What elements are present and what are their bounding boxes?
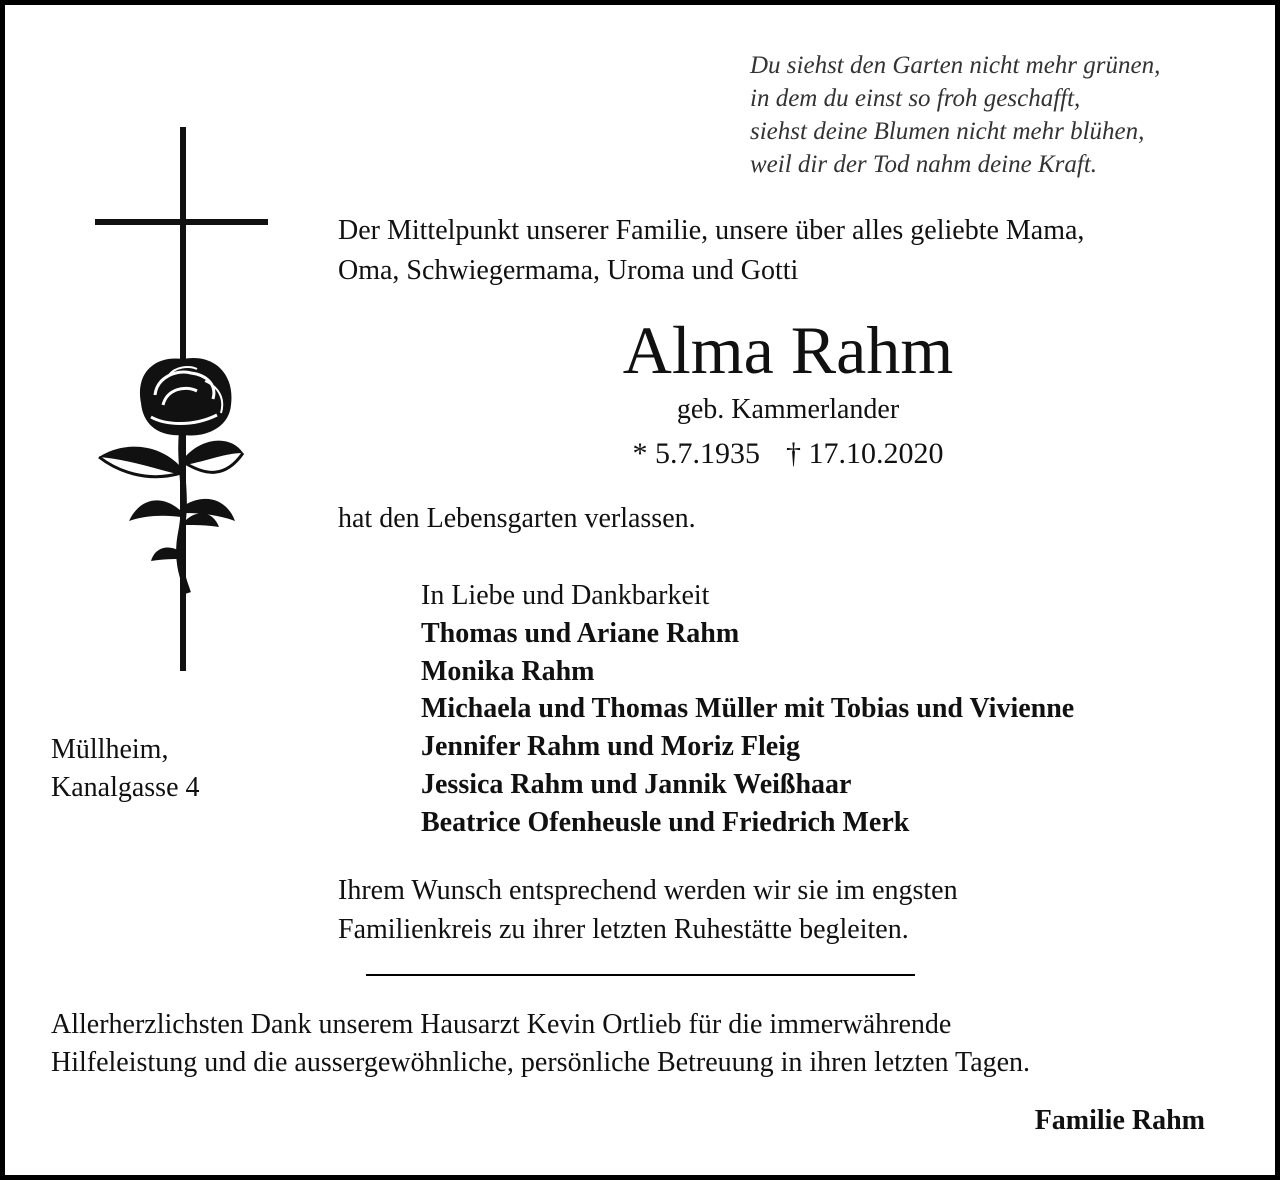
thanks-line: Allerherzlichsten Dank unserem Hausarzt Kevin Ortlieb für die immerwährende <box>51 1009 952 1040</box>
address <box>51 731 200 807</box>
intro-line: Oma, Schwiegermama, Uroma und Gotti <box>338 255 799 286</box>
life-dates <box>338 434 1238 474</box>
birth-name: geb. Kammerlander <box>676 394 900 425</box>
intro-text <box>338 211 1084 291</box>
death-date: † 17.10.2020 <box>786 437 944 470</box>
mourners-list <box>421 577 1074 842</box>
intro-line: Der Mittelpunkt unserer Familie, unsere über alles geliebte Mama, <box>338 215 1085 246</box>
address-line: Müllheim, <box>51 734 169 765</box>
mourner-name: Jennifer Rahm und Moriz Fleig <box>421 731 801 763</box>
address-line: Kanalgasse 4 <box>51 772 200 803</box>
statement-text: hat den Lebensgarten verlassen. <box>338 503 696 534</box>
divider-line <box>366 974 915 976</box>
deceased-name: Alma Rahm <box>622 312 954 388</box>
mourner-name: Monika Rahm <box>421 655 595 687</box>
thanks-text <box>51 1006 1030 1082</box>
mourner-name: Beatrice Ofenheusle und Friedrich Merk <box>421 806 910 838</box>
closing-line: Familienkreis zu ihrer letzten Ruhestätte begleiten. <box>338 914 909 945</box>
signature: Familie Rahm <box>1034 1105 1205 1136</box>
poem-line: siehst deine Blumen nicht mehr blühen, <box>750 118 1145 145</box>
poem-line: Du siehst den Garten nicht mehr grünen, <box>750 52 1161 79</box>
thanks-line: Hilfeleistung und die aussergewöhnliche, persönliche Betreuung in ihren letzten Tagen. <box>51 1047 1031 1078</box>
birth-date: * 5.7.1935 <box>632 437 760 470</box>
poem-line: weil dir der Tod nahm deine Kraft. <box>750 151 1098 178</box>
closing-line: Ihrem Wunsch entsprechend werden wir sie im engsten <box>338 875 958 906</box>
mourner-name: Michaela und Thomas Müller mit Tobias und Vivienne <box>421 693 1075 725</box>
poem-line: in dem du einst so froh geschafft, <box>750 85 1081 112</box>
poem <box>750 49 1160 181</box>
mourner-name: Thomas und Ariane Rahm <box>421 617 740 649</box>
mourners-lead: In Liebe und Dankbarkeit <box>421 580 710 611</box>
cross-with-rose-icon <box>85 123 285 688</box>
mourner-name: Jessica Rahm und Jannik Weißhaar <box>421 768 852 800</box>
closing-text <box>338 871 958 949</box>
